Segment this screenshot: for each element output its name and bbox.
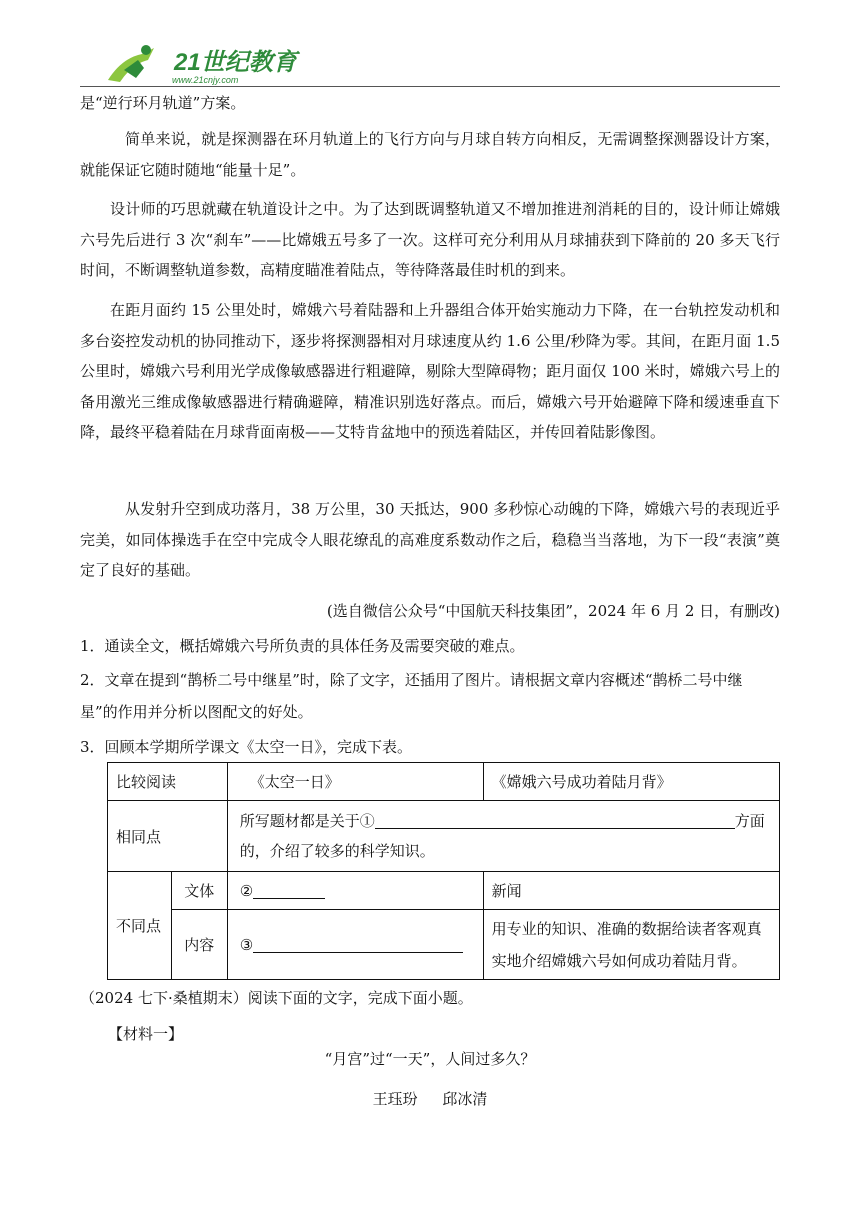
blank-mark-2: ② (239, 882, 254, 900)
genre-right: 新闻 (483, 872, 779, 910)
article-paragraph-1: 简单来说，就是探测器在环月轨道上的飞行方向与月球自转方向相反，无需调整探测器设计方案，就能保证它随时随地“能量十足”。 (80, 130, 780, 179)
same-post: 方面 (734, 812, 765, 830)
answer-blank-1[interactable] (375, 811, 735, 829)
diff-label: 不同点 (108, 872, 172, 980)
table-row (108, 910, 780, 980)
header-compare: 比较阅读 (108, 763, 228, 801)
same-cell (227, 801, 779, 872)
article-paragraph-3: 在距月面约 15 公里处时，嫦娥六号着陆器和上升器组合体开始实施动力下降，在一台轨控发动机和多台姿控发动机的协同推动下，逐步将探测器相对月球速度从约 1.6 公里/秒降为零。其间，在距月面 1.5 公里时，嫦娥六号利用光学成像敏感器进行粗避障，剔除大型障碍物；距月面仅 100 米时，嫦娥六号上的备用激光三维成像敏感器进行精确避障，精准识别选好落点。而后，嫦娥六号开始避障下降和缓速垂直下降，最终平稳着陆在月球背面南极——艾特肯盆地中的预选着陆区，并传回着陆影像图。 (80, 301, 780, 441)
answer-blank-2[interactable] (253, 881, 325, 899)
logo-url: www.21cnjy.com (172, 75, 239, 85)
same-label: 相同点 (108, 801, 228, 872)
section-intro: （2024 七下·桑植期末）阅读下面的文字，完成下面小题。 (80, 989, 473, 1007)
question-3: 3．回顾本学期所学课文《太空一日》，完成下表。 (80, 738, 413, 756)
logo-text: 21世纪教育 (174, 49, 297, 76)
article-line: 是“逆行环月轨道”方案。 (80, 94, 246, 112)
author-1: 王珏玢 (372, 1090, 418, 1108)
content-label: 内容 (171, 910, 227, 980)
table-row (108, 872, 780, 910)
header-col1: 《太空一日》 (227, 763, 483, 801)
material-title: “月宫”过“一天”，人间过多久？ (324, 1050, 536, 1068)
page-header (80, 40, 780, 90)
table-row (108, 763, 780, 801)
comparison-table (107, 762, 780, 980)
header-rule (80, 86, 780, 87)
logo (102, 40, 352, 86)
same-line2: 的，介绍了较多的科学知识。 (239, 842, 435, 860)
runner-icon (108, 45, 154, 82)
authors (0, 1088, 860, 1109)
question-1: 1．通读全文，概括嫦娥六号所负责的具体任务及需要突破的难点。 (80, 637, 525, 655)
article-source: (选自微信公众号“中国航天科技集团”，2024 年 6 月 2 日，有删改) (326, 602, 780, 620)
blank-mark-3: ③ (239, 936, 254, 954)
table-row (108, 801, 780, 872)
answer-blank-3[interactable] (253, 935, 463, 953)
blank-mark-1: ① (359, 812, 375, 830)
material-label: 【材料一】 (108, 1025, 184, 1043)
article-paragraph-4: 从发射升空到成功落月，38 万公里，30 天抵达，900 多秒惊心动魄的下降，嫦娥六号的表现近乎完美，如同体操选手在空中完成令人眼花缭乱的高难度系数动作之后，稳稳当当落地，为下一段“表演”奠定了良好的基础。 (80, 500, 780, 579)
article-paragraph-2: 设计师的巧思就藏在轨道设计之中。为了达到既调整轨道又不增加推进剂消耗的目的，设计师让嫦娥六号先后进行 3 次“刹车”——比嫦娥五号多了一次。这样可充分利用从月球捕获到下降前的 20 多天飞行时间，不断调整轨道参数，高精度瞄准着陆点，等待降落最佳时机的到来。 (80, 200, 780, 279)
content-right: 用专业的知识、准确的数据给读者客观真实地介绍嫦娥六号如何成功着陆月背。 (483, 910, 779, 980)
header-col2: 《嫦娥六号成功着陆月背》 (483, 763, 779, 801)
genre-label: 文体 (171, 872, 227, 910)
question-2: 2．文章在提到“鹊桥二号中继星”时，除了文字，还插用了图片。请根据文章内容概述“鹊桥二号中继星”的作用并分析以图配文的好处。 (80, 671, 743, 721)
same-pre: 所写题材都是关于 (239, 812, 360, 830)
author-2: 邱冰清 (442, 1090, 488, 1108)
